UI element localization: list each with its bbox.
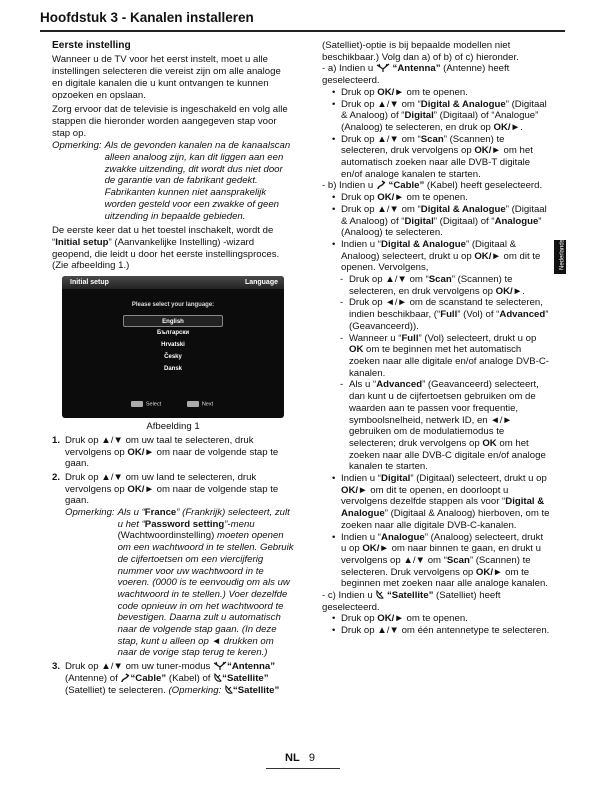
- language-option[interactable]: Български: [156, 330, 190, 337]
- page-header: [40, 8, 565, 32]
- bullet-item: • Druk op ▲/▼ om één antennetype te selecteren.: [332, 625, 550, 637]
- next-hint: Next: [187, 401, 213, 408]
- left-column: [52, 40, 294, 696]
- page-footer: [0, 752, 600, 765]
- step-3: 3. Druk op ▲/▼ om uw tuner-modus “Antenna” (Antenne) of “Cable” (Kabel) of “Satellite” (Satelliet) te selecteren. (Opmerking: “Satellite”: [52, 661, 280, 696]
- dash-item: - Druk op ▲/▼ om “Scan” (Scannen) te selecteren, en druk vervolgens op OK/►.: [340, 274, 525, 297]
- select-hint: Select: [131, 401, 161, 408]
- note-label: Opmerking:: [52, 140, 102, 152]
- next-key-icon: [187, 401, 199, 407]
- language-prompt: Please select your language:: [131, 302, 215, 309]
- side-tab-label: Nederlands: [559, 239, 566, 270]
- right-column: [322, 40, 550, 637]
- step-2: 2. Druk op ▲/▼ om uw land te selecteren, druk vervolgens op OK/► om naar de volgende stap te gaan.: [52, 471, 279, 507]
- intro-paragraph: Wanneer u de TV voor het eerst instelt, moet u alle instellingen selecteren die vereist zijn om alle analoge en digitale kanalen die u kunt ontvangen te kunnen opzoeken en opslaan.: [52, 54, 281, 101]
- bullet-item: • Druk op ▲/▼ om “Digital & Analogue” (Digitaal & Analoog) of “Digital” (Digitaal) of “Analogue” (Analoog) te selecteren, en druk op OK/►.: [332, 98, 547, 133]
- bullet-item: • Indien u “Digital & Analogue” (Digitaal & Analoog) selecteert, drukt u op OK/► om dit te openen. Vervolgens,: [332, 238, 541, 274]
- note-text: Als de gevonden kanalen na de kanaalscan alleen analoog zijn, kan dit liggen aan een zwakke uitzending, dit wordt dus niet door de garantie van de fabrikant gedekt. Fabrikanten kunnen niet aansprakelijk worden gesteld voor een zwakke of geen uitzending in bepaalde gebieden.: [104, 140, 291, 222]
- note-password: [52, 507, 294, 659]
- select-key-icon: [131, 401, 143, 407]
- satellite-icon: [213, 673, 222, 683]
- intro-paragraph-2: Zorg ervoor dat de televisie is ingeschakeld en volg alle stappen die hieronder worden aangegeven stap voor stap op.: [52, 104, 288, 139]
- note-label: Opmerking:: [65, 507, 115, 519]
- dash-item: - Wanneer u “Full” (Vol) selecteert, drukt u op OK om te beginnen met het automatisch zoeken naar alle digitale en/of analoge DVB-C-kanalen.: [340, 332, 549, 379]
- language-side-tab: [554, 240, 566, 274]
- satellite-icon: [375, 590, 384, 600]
- footer-language: NL: [285, 752, 300, 764]
- figure-caption: Afbeelding 1: [146, 421, 200, 433]
- antenna-icon: [376, 63, 390, 73]
- screen-footer: [62, 401, 284, 408]
- initial-setup-screen: [62, 276, 284, 418]
- bullet-item: • Druk op OK/► om te openen.: [332, 613, 468, 625]
- continued-paragraph: (Satelliet)-optie is bij bepaalde modellen niet beschikbaar.) Volg dan a) of b) of c) hieronder.: [322, 40, 519, 63]
- screen-title-bar: [62, 276, 284, 289]
- satellite-icon: [224, 685, 233, 695]
- bullet-item: • Druk op OK/► om te openen.: [332, 86, 468, 98]
- dash-item: - Als u “Advanced” (Geavanceerd) selecteert, dan kunt u de cijfertoetsen gebruiken om de waarden aan te passen voor frequentie, symboolsnelheid, netwerk ID, en ◄/► gebruiken om de modulatiemodus te selecteren; druk vervolgens op OK om het zoeken naar alle DVB-C digitale en/of analoge kanalen te starten.: [340, 379, 546, 473]
- option-a-heading: - a) Indien u “Antenna” (Antenne) heeft geselecteerd.: [322, 63, 510, 87]
- cable-icon: [120, 673, 130, 683]
- page-title: Hoofdstuk 3 - Kanalen installeren: [40, 10, 254, 25]
- screen-section: Language: [244, 279, 278, 287]
- language-option[interactable]: Česky: [164, 354, 182, 361]
- footer-rule: [266, 768, 340, 769]
- header-rule: [40, 30, 565, 32]
- dash-item: - Druk op ◄/► om de scanstand te selecteren, indien beschikbaar, (“Full” (Vol) of “Advanced” (Geavanceerd)).: [340, 297, 549, 332]
- step-1: 1. Druk op ▲/▼ om uw taal te selecteren, druk vervolgens op OK/► om naar de volgende stap te gaan.: [52, 434, 279, 470]
- cable-icon: [376, 180, 386, 190]
- note-text: Als u “France” (Frankrijk) selecteert, zult u het “Password setting”-menu (Wachtwoordinstelling) moeten openen om een wachtwoord in te stellen. Gebruik de cijfertoetsen om een viercijferig nummer voor uw wachtwoord in te voeren. (0000 is te eenvoudig om als uw wachtwoord in te stellen.) Voer dezelfde code opnieuw in om het wachtwoord te bevestigen. Daarna zult u automatisch naar de volgende stap gaan. (In deze stap, kunt u alleen op ◄ drukken om naar de vorige stap terug te keren.): [117, 507, 294, 659]
- section-title: Eerste instelling: [52, 40, 131, 51]
- language-option[interactable]: Hrvatski: [161, 342, 185, 349]
- bullet-item: • Indien u “Analogue” (Analoog) selecteert, drukt u op OK/► om naar binnen te gaan, en drukt u vervolgens op ▲/▼ om “Scan” (Scannen) te selecteren. Druk vervolgens op OK/► om te beginnen met zoeken naar alle analoge kanalen.: [332, 531, 548, 590]
- option-c-heading: - c) Indien u “Satellite” (Satelliet) heeft geselecteerd.: [322, 590, 501, 613]
- screen-title: Initial setup: [70, 279, 109, 287]
- wizard-paragraph: De eerste keer dat u het toestel inschakelt, wordt de “Initial setup” (Aanvankelijke Instelling) -wizard geopend, die leidt u door het eerste instellingsproces. (Zie afbeelding 1.): [52, 225, 280, 272]
- note-weak-signal: [52, 140, 294, 222]
- bullet-item: • Indien u “Digital” (Digitaal) selecteert, drukt u op OK/► om dit te openen, en doorloopt u vervolgens dezelfde stappen als voor “Digital & Analogue” (Digitaal & Analoog) hierboven, om te zoeken naar alle digitale DVB-C-kanalen.: [332, 473, 550, 531]
- bullet-item: • Druk op ▲/▼ om “Scan” (Scannen) te selecteren, druk vervolgens op OK/► om het automatisch zoeken naar alle DVB-T digitale en/of analoge kanalen te starten.: [332, 133, 533, 180]
- option-b-heading: - b) Indien u “Cable” (Kabel) heeft geselecteerd.: [322, 180, 543, 192]
- language-option-selected[interactable]: English: [123, 315, 223, 327]
- page-number: 9: [308, 752, 315, 764]
- language-option[interactable]: Dansk: [163, 366, 182, 373]
- bullet-item: • Druk op ▲/▼ om “Digital & Analogue” (Digitaal & Analoog) of “Digital” (Digitaal) of “Analogue” (Analoog) te selecteren.: [332, 203, 547, 239]
- antenna-icon: [213, 661, 227, 671]
- bullet-item: • Druk op OK/► om te openen.: [332, 192, 468, 204]
